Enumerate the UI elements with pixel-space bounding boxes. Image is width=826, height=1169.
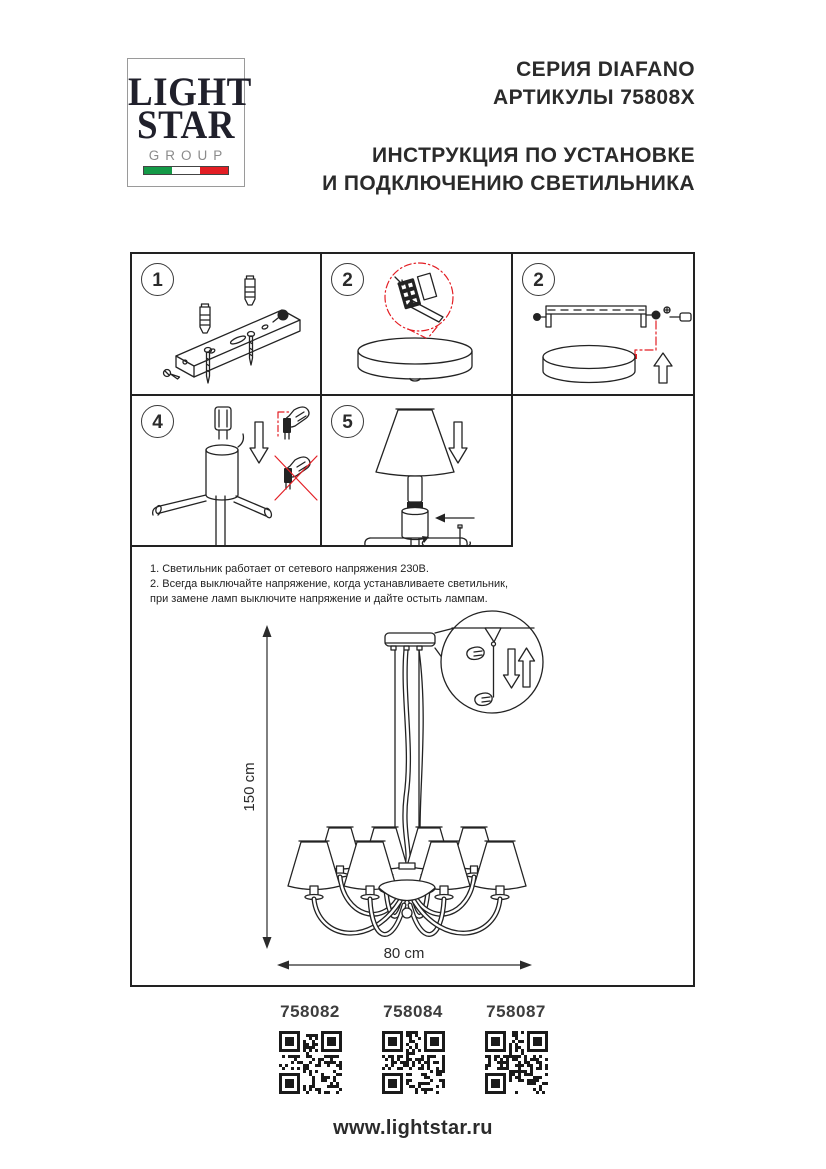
step-number-4: 4 — [141, 405, 174, 438]
logo-text-star: STAR — [137, 103, 235, 148]
step-number-1: 1 — [141, 263, 174, 296]
product-codes-row — [0, 1002, 826, 1094]
rotate-symbol — [422, 525, 470, 545]
lightstar-logo — [127, 58, 252, 187]
wall-anchor-2 — [245, 276, 255, 305]
bulb — [407, 476, 423, 508]
document-title — [322, 56, 695, 198]
canopy-wiring-diagram — [322, 254, 511, 394]
step-panel-1 — [132, 254, 320, 394]
red-cross — [275, 456, 317, 500]
step-panel-5 — [322, 396, 511, 545]
chandelier-dimension-diagram — [132, 547, 693, 989]
product-item — [382, 1002, 445, 1094]
down-arrow — [250, 422, 268, 463]
canopy-disc — [358, 338, 472, 381]
right-arm — [234, 496, 273, 519]
socket-body — [206, 434, 243, 500]
width-dimension — [277, 945, 532, 970]
product-item — [279, 1002, 342, 1094]
mounting-bracket-diagram — [132, 254, 320, 394]
up-arrow — [654, 353, 672, 383]
italy-flag-bar — [143, 166, 229, 175]
instruction-grid — [130, 252, 695, 987]
step-panel-4 — [132, 396, 320, 545]
lampshade — [376, 409, 454, 476]
step-number-5: 5 — [331, 405, 364, 438]
product-code: 758084 — [383, 1002, 443, 1021]
website-url: www.lightstar.ru — [333, 1117, 493, 1139]
warning-line-3: при замене ламп выключите напряжение и дайте остыть лампам. — [150, 593, 488, 605]
push-arrow — [435, 514, 474, 523]
fixing-screw-and-screwdriver — [664, 307, 691, 321]
qr-code — [485, 1031, 548, 1094]
correct-handling-inset — [278, 407, 309, 439]
screw-2 — [248, 332, 255, 366]
product-code: 758087 — [486, 1002, 546, 1021]
chandelier-body — [288, 827, 526, 934]
down-arrow — [449, 422, 467, 463]
incorrect-handling-inset — [275, 456, 317, 500]
qr-code — [279, 1031, 342, 1094]
flag-white-segment — [172, 167, 200, 174]
g9-bulb — [215, 407, 231, 439]
logo-text-group: GROUP — [148, 148, 229, 163]
height-adjust-callout — [441, 611, 543, 713]
step-number-3: 2 — [522, 263, 555, 296]
series-title: СЕРИЯ DIAFANO — [516, 58, 695, 81]
mounted-bracket — [533, 306, 661, 327]
step-number-2: 2 — [331, 263, 364, 296]
cap-nut — [273, 310, 289, 323]
articles-title: АРТИКУЛЫ 75808X — [493, 86, 695, 109]
product-code: 758082 — [280, 1002, 340, 1021]
width-dimension-label: 80 cm — [383, 945, 425, 962]
step-panel-2 — [322, 254, 511, 394]
bulb-install-diagram — [132, 396, 320, 545]
small-screw — [164, 370, 180, 380]
height-dimension-label: 150 cm — [241, 762, 258, 812]
shade-install-diagram — [322, 396, 511, 545]
qr-code — [382, 1031, 445, 1094]
instruction-title-line2: И ПОДКЛЮЧЕНИЮ СВЕТИЛЬНИКА — [322, 172, 695, 195]
left-arm — [153, 495, 206, 515]
ceiling-canopy — [385, 633, 435, 650]
canopy-disc — [543, 346, 635, 383]
canopy-mounting-diagram — [513, 254, 693, 394]
logo-text-light: LIGHT — [128, 70, 252, 115]
product-item — [485, 1002, 548, 1094]
warning-line-2: 2. Всегда выключайте напряжение, когда устанавливаете светильник, — [150, 578, 509, 590]
instruction-title-line1: ИНСТРУКЦИЯ ПО УСТАНОВКЕ — [371, 144, 695, 167]
warning-line-1: 1. Светильник работает от сетевого напряжения 230В. — [150, 563, 429, 575]
flag-green-segment — [144, 167, 172, 174]
stem-column — [216, 496, 225, 545]
height-dimension — [241, 625, 272, 949]
socket — [402, 508, 428, 540]
step-panel-3 — [513, 254, 693, 394]
wall-anchor-1 — [200, 304, 210, 333]
flag-red-segment — [200, 167, 228, 174]
